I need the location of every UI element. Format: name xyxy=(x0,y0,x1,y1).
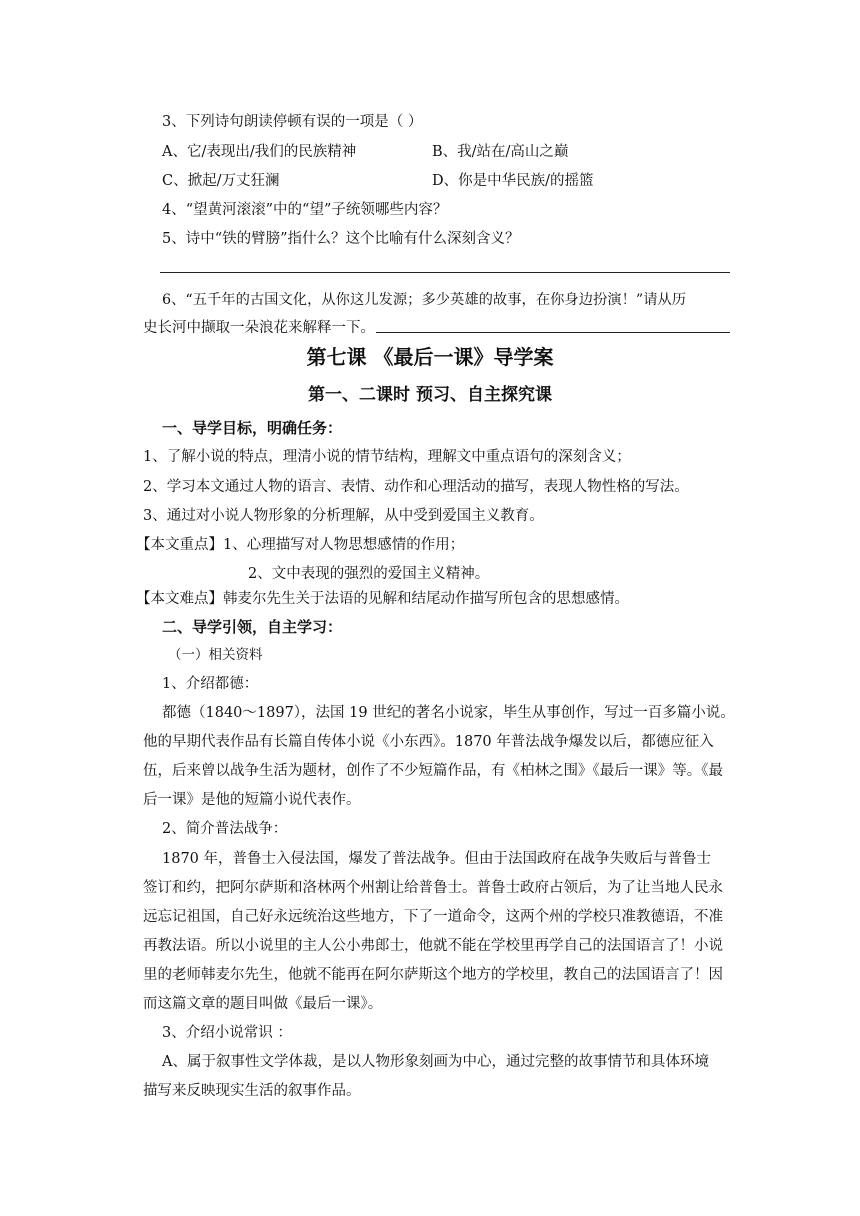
para-2-line4: 再教法语。所以小说里的主人公小弗郎士，他就不能在学校里再学自己的法国语言了！小说 xyxy=(143,938,723,954)
option-c: C、掀起/万丈狂澜 xyxy=(162,173,280,189)
para-3-line2: 描写来反映现实生活的叙事作品。 xyxy=(143,1083,361,1099)
answer-line-q5 xyxy=(160,272,730,273)
question-6-line2: 史长河中撷取一朵浪花来解释一下。 xyxy=(143,320,375,336)
para-1-line1: 都德（1840～1897），法国 19 世纪的著名小说家，毕生从事创作，写过一百多篇小说。 xyxy=(162,705,735,721)
question-3-options-row1 xyxy=(162,142,752,162)
para-2-line6: 而这篇文章的题目叫做《最后一课》。 xyxy=(143,996,383,1012)
objective-2: 2、学习本文通过人物的语言、表情、动作和心理活动的描写，表现人物性格的写法。 xyxy=(143,479,689,495)
difficulty-label: 【本文难点】 xyxy=(136,591,223,607)
option-d: D、你是中华民族/的摇篮 xyxy=(432,173,594,189)
objective-1: 1、了解小说的特点，理清小说的情节结构，理解文中重点语句的深刻含义； xyxy=(143,449,631,465)
para-3-line1: A、属于叙事性文学体裁，是以人物形象刻画为中心，通过完整的故事情节和具体环境 xyxy=(162,1054,709,1070)
para-3-title: 3、介绍小说常识 ： xyxy=(162,1025,292,1041)
lesson-title: 第七课 《最后一课》导学案 xyxy=(306,345,554,369)
option-a: A、它/表现出/我们的民族精神 xyxy=(162,144,357,160)
lesson-subtitle: 第一、二课时 预习、自主探究课 xyxy=(308,385,552,405)
difficulty-row xyxy=(136,589,726,609)
para-1-line3: 伍，后来曾以战争生活为题材，创作了不少短篇作品，有《柏林之围》《最后一课》等。《最 xyxy=(143,763,723,779)
focus-item-2: 2、文中表现的强烈的爱国主义精神。 xyxy=(248,566,490,582)
question-3-stem: 3、下列诗句朗读停顿有误的一项是（ ） xyxy=(162,114,423,130)
para-1-line2: 他的早期代表作品有长篇自传体小说《小东西》。1870 年普法战争爆发以后，都德应征入 xyxy=(143,734,714,750)
para-2-title: 2、简介普法战争： xyxy=(162,821,288,837)
section-1-heading: 一、导学目标，明确任务： xyxy=(162,419,343,437)
option-b: B、我/站在/高山之巅 xyxy=(432,144,569,160)
focus-label: 【本文重点】 xyxy=(136,537,223,553)
question-3-options-row2 xyxy=(162,171,752,191)
section-2-heading: 二、导学引领，自主学习： xyxy=(162,618,343,636)
focus-item-1: 1、心理描写对人物思想感情的作用； xyxy=(223,537,465,553)
para-2-line5: 里的老师韩麦尔先生，他就不能再在阿尔萨斯这个地方的学校里，教自己的法国语言了！因 xyxy=(143,967,723,983)
para-1-title: 1、介绍都德： xyxy=(162,676,259,692)
para-2-line2: 签订和约，把阿尔萨斯和洛林两个州割让给普鲁士。普鲁士政府占领后，为了让当地人民永 xyxy=(143,880,723,896)
answer-line-q6 xyxy=(376,332,730,333)
para-2-line1: 1870 年，普鲁士入侵法国，爆发了普法战争。但由于法国政府在战争失败后与普鲁士 xyxy=(162,851,712,867)
question-5: 5、诗中“铁的臂膀”指什么？这个比喻有什么深刻含义？ xyxy=(162,231,520,247)
question-4: 4、“望黄河滚滚”中的“望”子统领哪些内容？ xyxy=(162,202,448,218)
para-2-line3: 远忘记祖国，自己好永远统治这些地方，下了一道命令，这两个州的学校只准教德语，不准 xyxy=(143,909,723,925)
section-2-sub: （一）相关资料 xyxy=(168,647,263,663)
para-1-line4: 后一课》是他的短篇小说代表作。 xyxy=(143,792,361,808)
objective-3: 3、通过对小说人物形象的分析理解，从中受到爱国主义教育。 xyxy=(143,508,544,524)
difficulty-text: 韩麦尔先生关于法语的见解和结尾动作描写所包含的思想感情。 xyxy=(223,591,629,607)
question-6-line1: 6、“五千年的古国文化，从你这儿发源；多少英雄的故事，在你身边扮演！”请从历 xyxy=(162,292,687,308)
focus-row-1 xyxy=(136,535,726,555)
